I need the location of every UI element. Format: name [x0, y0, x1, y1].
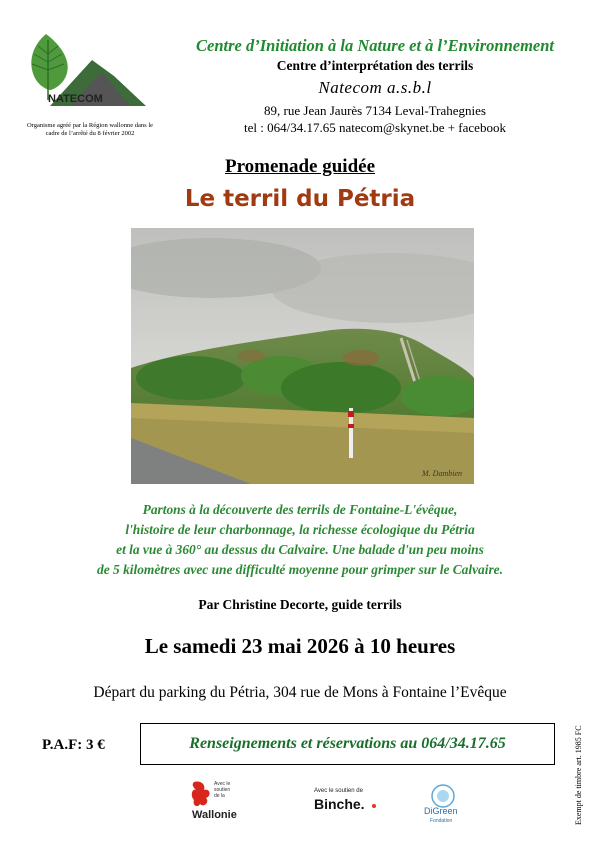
- address: 89, rue Jean Jaurès 7134 Leval-Trahegnies: [264, 103, 486, 118]
- wallonie-label: Wallonie: [192, 809, 237, 821]
- photo-credit: M. Dambien: [422, 469, 462, 478]
- wallonie-small-2: soutien: [214, 787, 231, 793]
- binche-logo: [312, 784, 382, 818]
- binche-label: Binche.: [314, 796, 365, 812]
- wallonie-small-1: Avec le: [214, 781, 231, 787]
- reservation-box: [140, 723, 555, 765]
- event-description: [0, 500, 600, 580]
- event-title: Le terril du Pétria: [184, 186, 416, 212]
- reservation-text: Renseignements et réservations au 064/34.17.65: [189, 735, 506, 752]
- description-line: de 5 kilomètres avec une difficulté moyenne pour grimper sur le Calvaire.: [97, 562, 503, 577]
- side-note: Exempt de timbre art. 1985 FC: [574, 725, 583, 825]
- digreen-logo: [420, 782, 466, 826]
- departure-location: Départ du parking du Pétria, 304 rue de Mons à Fontaine l’Evêque: [93, 684, 507, 701]
- binche-small: Avec le soutien de: [314, 788, 363, 794]
- terril-photo: [131, 228, 474, 484]
- wallonie-logo: [190, 778, 252, 824]
- event-date: Le samedi 23 mai 2026 à 10 heures: [144, 634, 456, 658]
- description-line: et la vue à 360° au dessus du Calvaire. Une balade d'un peu moins: [116, 542, 484, 557]
- digreen-small: Fondation: [430, 818, 453, 824]
- price: P.A.F: 3 €: [42, 737, 105, 753]
- digreen-label: DiGreen: [424, 806, 458, 816]
- guide-name: Par Christine Decorte, guide terrils: [198, 597, 402, 612]
- description-line: l'histoire de leur charbonnage, la richesse écologique du Pétria: [125, 522, 475, 537]
- logo-text: NATECOM: [48, 93, 103, 105]
- logo-note: Organisme agréé par la Région wallonne dans le cadre de l’arrêté du 8 février 2002: [26, 122, 154, 137]
- asbl-name: Natecom a.s.b.l: [318, 78, 432, 97]
- description-line: Partons à la découverte des terrils de Fontaine-L'évêque,: [142, 502, 458, 517]
- contact-line: tel : 064/34.17.65 natecom@skynet.be + facebook: [244, 120, 506, 135]
- interpretation-centre: Centre d’interprétation des terrils: [276, 58, 474, 73]
- event-kind: Promenade guidée: [224, 156, 376, 177]
- natecom-logo: [22, 32, 148, 110]
- centre-name: Centre d’Initiation à la Nature et à l’Environnement: [196, 36, 554, 55]
- wallonie-small-3: de la: [214, 793, 225, 799]
